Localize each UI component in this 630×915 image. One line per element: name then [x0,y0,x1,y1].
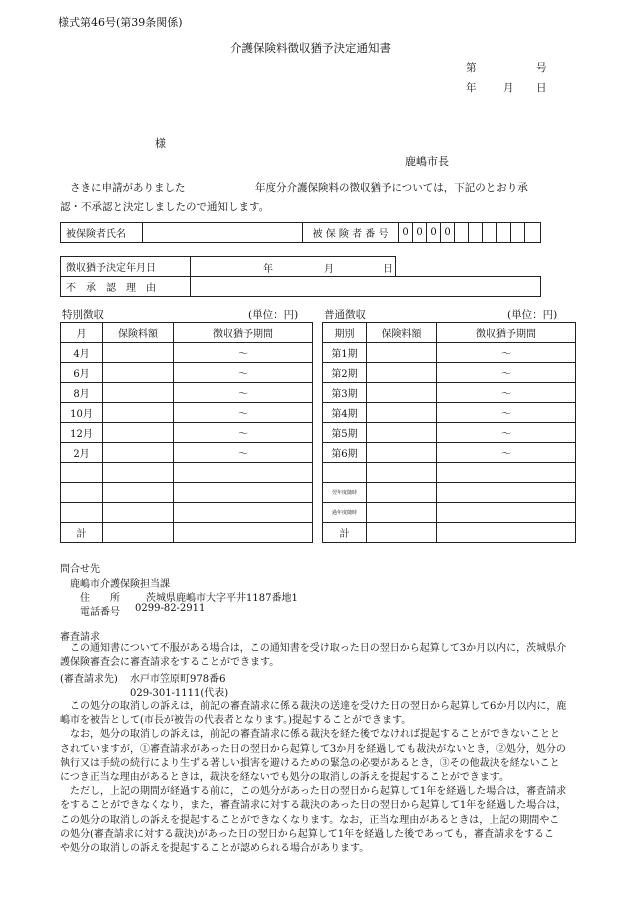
special-period-cell[interactable]: ～ [174,343,313,363]
table-row [323,403,576,423]
contact-address-label: 住 所 [80,593,120,604]
decision-date-nen: 年 [263,264,273,275]
normal-amount-cell[interactable] [367,403,437,423]
special-total-amount[interactable] [103,523,174,543]
review-line: この処分の取消しの訴えは，前記の審査請求に係る裁決の送達を受けた日の翌日から起算して6か月以内に，鹿 [70,701,567,712]
special-total-label: 計 [61,523,103,543]
intro-text-c: 認・不承認と決定しましたので通知します。 [60,201,270,213]
doc-number-dai: 第 [466,62,477,74]
table-row [61,423,313,443]
review-line: や処分の取消しの訴えを提起することが認められる場合があります。 [60,843,370,855]
review-dest-label: (審査請求先) [60,674,118,685]
decision-date-label: 徴収猶予決定年月日 [61,257,191,277]
normal-table [322,322,576,543]
review-line: をすることができなくなり，また，審査請求に対する裁決のあった日の翌日から起算して1年を経過した場合は， [60,800,567,812]
normal-extra-label-past-year: 過年度随時 [323,503,367,523]
contact-phone-label: 電話番号 [80,607,120,618]
insured-table [60,222,541,243]
intro-text-a: さきに申請がありました [70,182,186,194]
special-row-label: 8月 [61,383,103,403]
doc-date-tsuki: 月 [503,82,514,94]
table-row [61,363,313,383]
decision-date-hi: 日 [383,264,393,275]
document-title: 介護保険料徴収猶予決定通知書 [230,41,391,55]
special-amount-cell[interactable] [103,363,174,383]
issuer: 鹿嶋市長 [405,155,449,168]
insured-number-digit[interactable] [511,223,525,243]
review-line: の処分(審査請求に対する裁決)があった日の翌日から起算して1年を経過した後であっても，審査請求をするこ [60,828,554,840]
review-dest-phone: 029-301-1111(代表) [130,688,229,699]
normal-amount-cell[interactable] [367,383,437,403]
special-amount-cell[interactable] [103,383,174,403]
review-heading: 審査請求 [60,632,100,643]
insured-number-digit[interactable]: 0 [413,223,427,243]
table-row [323,363,576,383]
special-row-label: 2月 [61,443,103,463]
normal-period-cell[interactable]: ～ [437,383,576,403]
form-number: 様式第46号(第39条関係) [58,16,183,29]
normal-amount-cell[interactable] [367,363,437,383]
contact-address: 茨城県鹿嶋市大字平井1187番地1 [146,593,298,604]
insured-number-digit[interactable]: 0 [441,223,455,243]
special-header-amount: 保険料額 [103,323,174,343]
table-row [323,423,576,443]
insured-number-digit[interactable] [483,223,497,243]
review-dest-address: 水戸市笠原町978番6 [130,674,226,685]
insured-number-digit[interactable] [455,223,469,243]
table-row [323,343,576,363]
normal-period-cell[interactable]: ～ [437,443,576,463]
review-line: 嶋市を被告として(市長が被告の代表者となります。)提起することができます。 [60,715,412,727]
special-period-cell[interactable]: ～ [174,423,313,443]
normal-period-cell[interactable]: ～ [437,343,576,363]
review-line: なお，処分の取消しの訴えは，前記の審査請求に係る裁決を経た後でなければ提起することができないことと [70,729,560,741]
intro-text-b: 年度分介護保険料の徴収猶予については，下記のとおり承 [255,182,528,194]
normal-amount-cell[interactable] [367,443,437,463]
special-unit: (単位：円) [248,309,299,321]
doc-date-hi: 日 [536,82,547,94]
special-amount-cell[interactable] [103,443,174,463]
insured-number-digit[interactable] [469,223,483,243]
special-period-cell[interactable]: ～ [174,443,313,463]
review-paragraph-2 [60,700,575,856]
table-row [61,403,313,423]
special-amount-cell[interactable] [103,343,174,363]
decision-date-tsuki: 月 [324,264,334,275]
review-line: ただし，上記の期間が経過する前に，この処分があった日の翌日から起算して1年を経過した場合は，審査請求 [70,786,567,798]
table-row [61,523,313,543]
normal-amount-cell[interactable] [367,423,437,443]
table-row [323,503,576,523]
review-line: されていますが，①審査請求があった日の翌日から起算して3か月を経過しても裁決がないとき，②処分，処分の [60,743,566,755]
review-line: この通知書について不服がある場合は，この通知書を受け取った日の翌日から起算して3か月以内に，茨城県介 [70,643,567,654]
contact-heading: 問合せ先 [60,564,100,575]
insured-number-digit[interactable] [525,223,541,243]
decision-table [60,256,541,297]
review-line: この処分の取消しの訴えを提起することができなくなります。なお，正当な理由があるときは，上記の期間やこ [60,814,560,826]
insured-number-label: 被 保 険 者 番 号 [303,223,399,243]
insured-name-field[interactable] [143,223,303,243]
doc-number-go: 号 [536,62,547,74]
reason-label: 不 承 認 理 由 [61,277,191,297]
normal-header-period: 期別 [323,323,367,343]
normal-row-label: 第4期 [323,403,367,423]
special-header-period: 徴収猶予期間 [174,323,313,343]
normal-row-label: 第2期 [323,363,367,383]
addressee-sama: 様 [155,137,166,150]
normal-period-cell[interactable]: ～ [437,363,576,383]
special-row-label: 10月 [61,403,103,423]
decision-date-field[interactable] [191,257,396,277]
normal-extra-label-next-year: 翌年度随時 [323,483,367,503]
special-header-month: 月 [61,323,103,343]
normal-row-label: 第3期 [323,383,367,403]
contact-office: 鹿嶋市介護保険担当課 [70,579,170,590]
review-line: につき正当な理由があるときは，裁決を経ないでも処分の取消しの訴えを提起することができます。 [60,772,509,784]
special-period-cell[interactable]: ～ [174,363,313,383]
special-period-cell[interactable]: ～ [174,383,313,403]
table-row [61,483,313,503]
normal-header-amount: 保険料額 [367,323,437,343]
normal-period-cell[interactable]: ～ [437,423,576,443]
table-row [323,483,576,503]
normal-total-amount[interactable] [367,523,437,543]
insured-name-label: 被保険者氏名 [61,223,143,243]
table-row [61,463,313,483]
doc-date-nen: 年 [466,82,477,94]
review-line: 執行又は手続の続行により生ずる著しい損害を避けるための緊急の必要があるとき，③その他裁決を経ないこと [60,757,560,769]
special-table [60,322,313,543]
normal-header-deferral: 徴収猶予期間 [437,323,576,343]
special-amount-cell[interactable] [103,403,174,423]
special-title: 特別徴収 [62,309,104,321]
table-row [61,343,313,363]
table-row [323,463,576,483]
table-row [323,523,576,543]
special-row-label: 4月 [61,343,103,363]
normal-period-cell[interactable]: ～ [437,403,576,423]
table-row [323,443,576,463]
normal-total-label: 計 [323,523,367,543]
review-paragraph-1 [60,642,575,670]
normal-amount-cell[interactable] [367,343,437,363]
normal-row-label: 第1期 [323,343,367,363]
special-row-label: 6月 [61,363,103,383]
table-row [323,383,576,403]
table-row [61,503,313,523]
contact-phone: 0299-82-2911 [135,603,206,614]
review-line: 護保険審査会に審査請求をすることができます。 [60,657,280,669]
insured-number-digit[interactable] [497,223,511,243]
special-row-label: 12月 [61,423,103,443]
normal-row-label: 第5期 [323,423,367,443]
special-amount-cell[interactable] [103,423,174,443]
table-row [61,383,313,403]
normal-title: 普通徴収 [324,309,366,321]
reason-field[interactable] [191,277,541,297]
insured-number-digit[interactable]: 0 [427,223,441,243]
insured-number-digit[interactable]: 0 [399,223,413,243]
table-row [61,443,313,463]
normal-unit: (単位：円) [507,309,558,321]
special-period-cell[interactable]: ～ [174,403,313,423]
normal-row-label: 第6期 [323,443,367,463]
